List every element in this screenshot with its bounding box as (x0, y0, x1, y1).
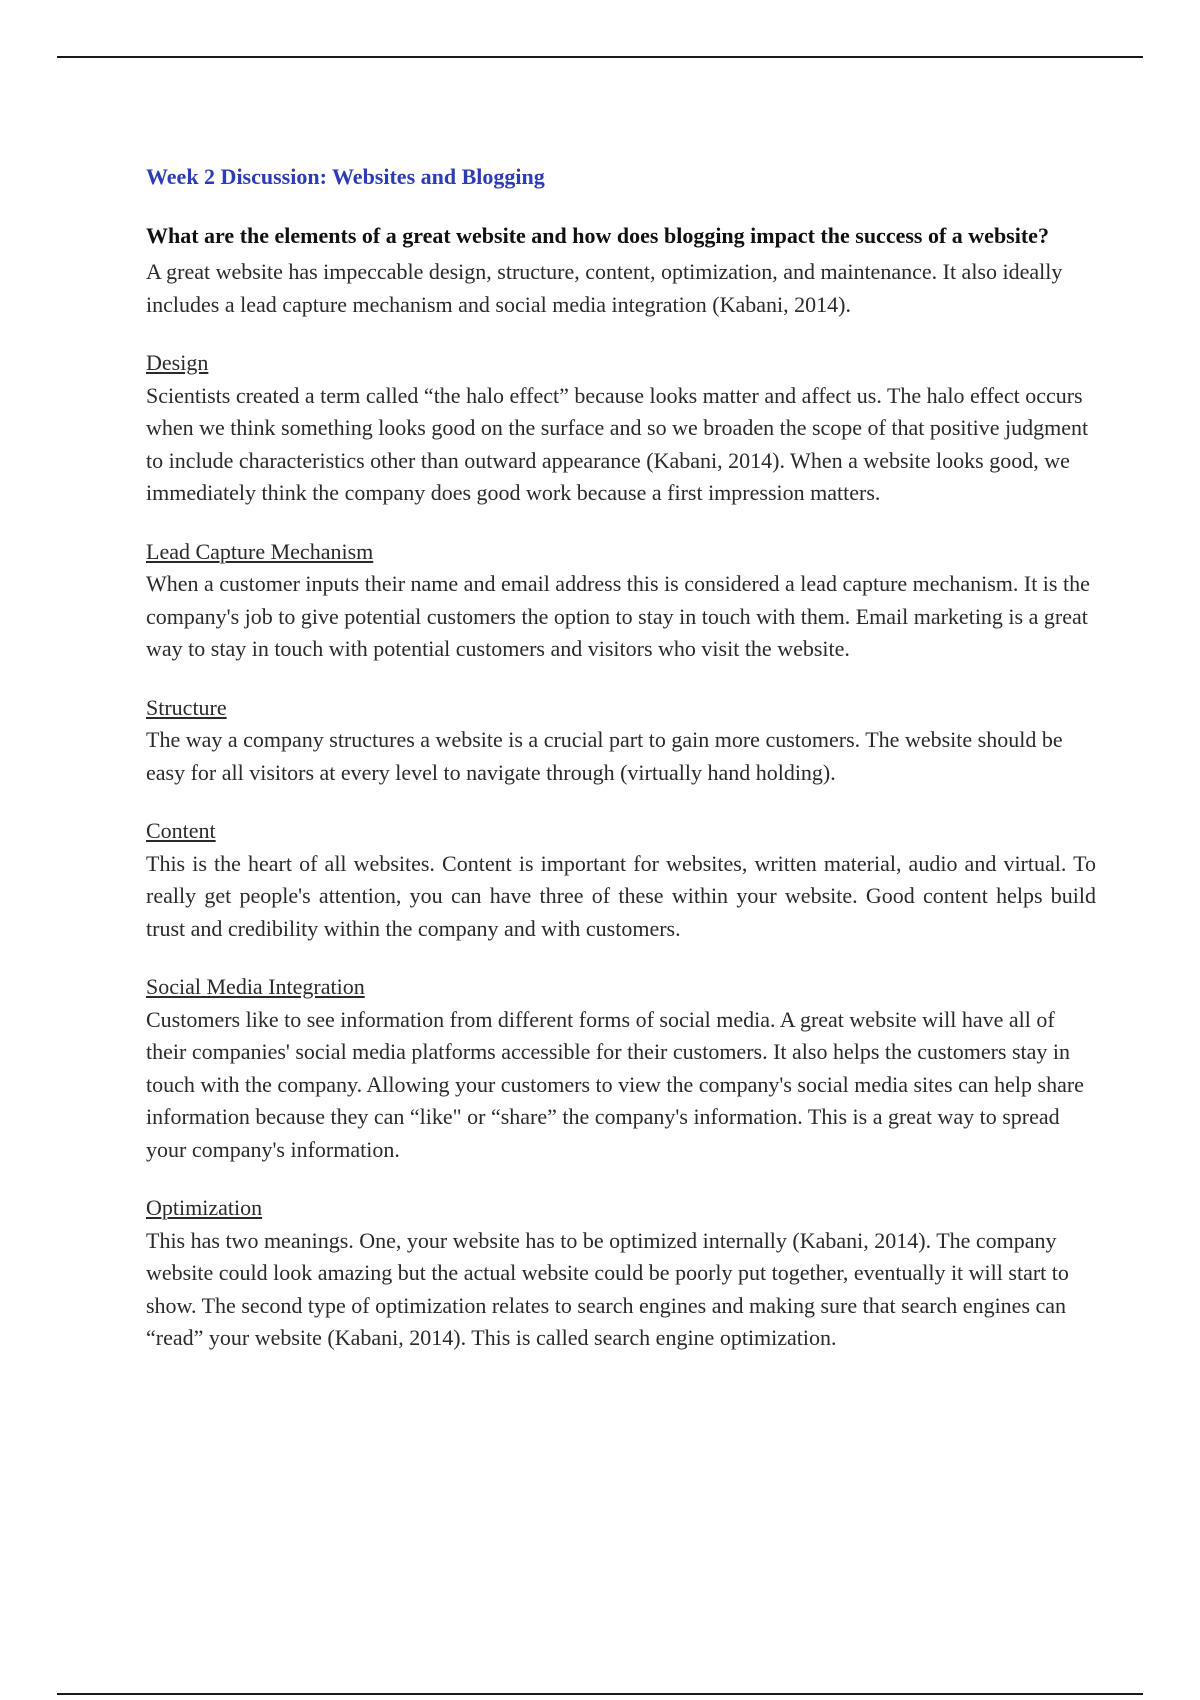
section-body: The way a company structures a website is a crucial part to gain more customers. The website should be easy for all visitors at every level to navigate through (virtually hand holding). (146, 727, 1063, 785)
section-heading: Optimization (146, 1195, 263, 1220)
document-page (146, 161, 1096, 1355)
section-body: Scientists created a term called “the halo effect” because looks matter and affect us. The halo effect occurs when we think something looks good on the surface and so we broaden the scope of that positive judgment to include characteristics other than outward appearance (Kabani, 2014). When a website looks good, we immediately think the company does good work because a first impression matters. (146, 382, 1089, 505)
intro-paragraph: A great website has impeccable design, structure, content, optimization, and maintenance. It also ideally includes a lead capture mechanism and social media integration (Kabani, 2014). (146, 259, 1063, 317)
section-body: This has two meanings. One, your website has to be optimized internally (Kabani, 2014). The company website could look amazing but the actual website could be poorly put together, eventually it will start to show. The second type of optimization relates to search engines and making sure that search engines can “read” your website (Kabani, 2014). This is called search engine optimization. (146, 1227, 1069, 1350)
section-body: When a customer inputs their name and email address this is considered a lead capture mechanism. It is the company's job to give potential customers the option to stay in touch with them. Email marketing is a great way to stay in touch with potential customers and visitors who visit the website. (146, 571, 1090, 661)
section-lead-capture-mechanism (146, 536, 1096, 666)
bottom-rule (57, 1693, 1143, 1695)
section-heading: Structure (146, 694, 227, 720)
section-optimization (146, 1192, 1096, 1355)
section-social-media-integration (146, 971, 1096, 1166)
section-design (146, 347, 1096, 510)
section-body: Customers like to see information from different forms of social media. A great website will have all of their companies' social media platforms accessible for their customers. It also helps the customers stay in touch with the company. Allowing your customers to view the company's social media sites can help share information because they can “like" or “share” the company's information. This is a great way to spread your company's information. (146, 1006, 1084, 1162)
section-heading: Design (146, 350, 209, 375)
top-rule (57, 56, 1143, 58)
section-heading: Content (146, 818, 216, 843)
section-heading: Lead Capture Mechanism (146, 538, 374, 564)
section-structure (146, 692, 1096, 790)
section-body: This is the heart of all websites. Content is important for websites, written material, audio and virtual. To really get people's attention, you can have three of these within your website. Good content helps build trust and credibility within the company and with customers. (146, 850, 1096, 941)
discussion-question: What are the elements of a great website and how does blogging impact the success of a website? (146, 223, 1049, 248)
section-heading: Social Media Integration (146, 974, 365, 999)
document-title: Week 2 Discussion: Websites and Blogging (146, 164, 545, 189)
section-content (146, 815, 1096, 945)
